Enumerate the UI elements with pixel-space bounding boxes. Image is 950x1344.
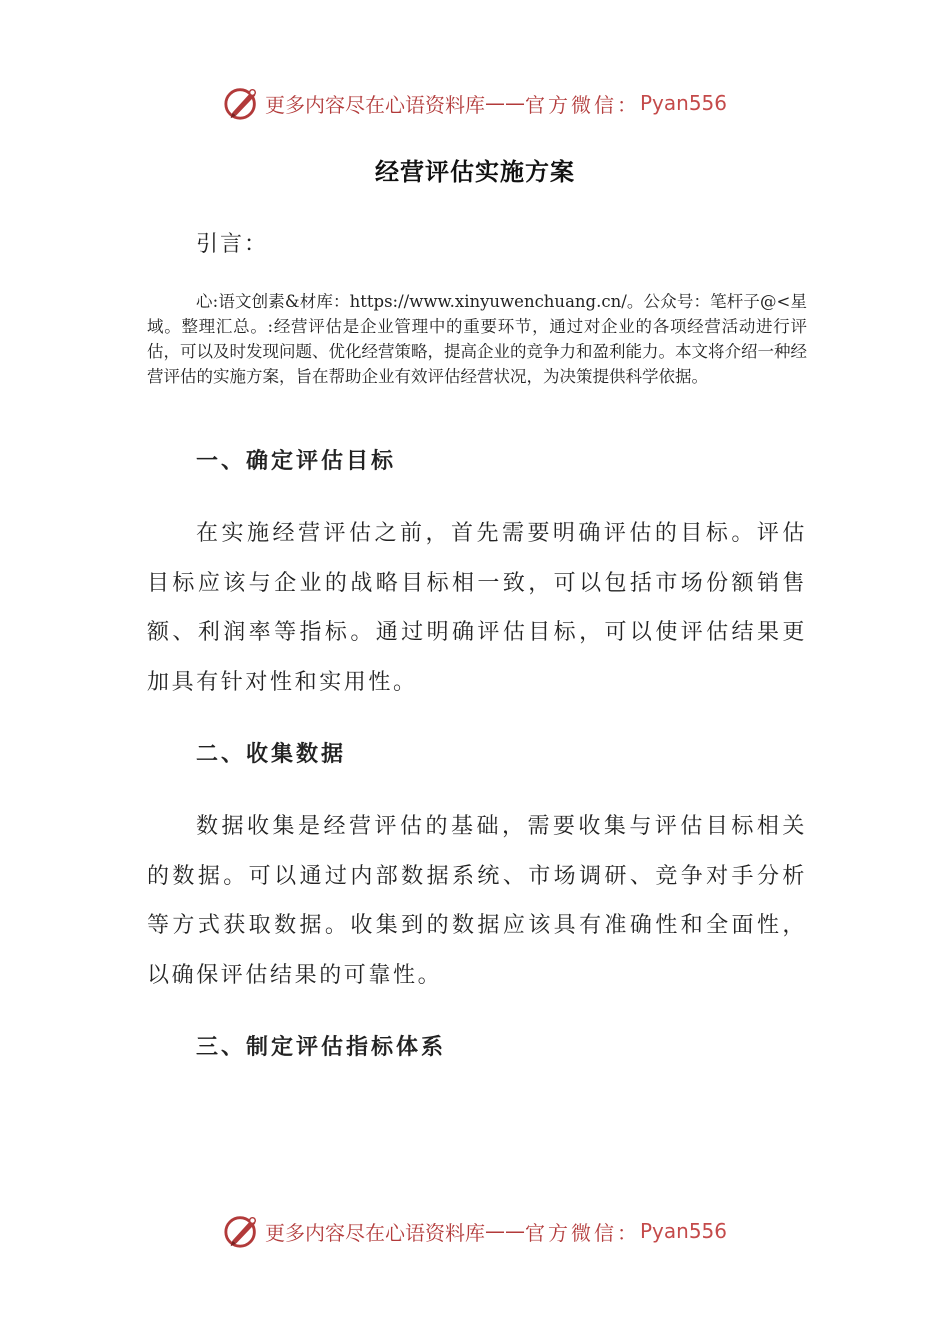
banner-wechat-id: Pyan556 xyxy=(639,91,727,115)
banner-slogan: 更多内容尽在心语资料库 xyxy=(264,1220,485,1245)
document-title: 经营评估实施方案 xyxy=(375,157,575,186)
section-heading-2: 二、收集数据 xyxy=(196,741,347,767)
intro-label: 引言： xyxy=(196,232,269,257)
banner-slogan: 更多内容尽在心语资料库 xyxy=(264,92,485,117)
footer-banner xyxy=(0,1208,950,1254)
section-heading-3: 三、制定评估指标体系 xyxy=(196,1034,447,1060)
banner-wechat-label: 官方微信： xyxy=(524,1220,640,1245)
pen-logo-icon xyxy=(223,84,261,122)
intro-paragraph: 心:语文创素&材库：https://www.xinyuwenchuang.cn/。公众号：笔杆子@<星域。整理汇总。:经营评估是企业管理中的重要环节，通过对企业的各项经营活动进行评估，可以及时发现问题、优化经营策略，提高企业的竞争力和盈利能力。本文将介绍一种经营评估的实施方案，旨在帮助企业有效评估经营状况，为决策提供科学依据。 xyxy=(147,292,807,386)
section-body-1: 在实施经营评估之前，首先需要明确评估的目标。评估目标应该与企业的战略目标相一致，可以包括市场份额销售额、利润率等指标。通过明确评估目标，可以使评估结果更加具有针对性和实用性。 xyxy=(147,521,807,695)
header-banner xyxy=(0,80,950,126)
banner-separator: —— xyxy=(484,1219,525,1243)
banner-wechat-label: 官方微信： xyxy=(524,92,640,117)
pen-logo-icon xyxy=(223,1212,261,1250)
section-body-2: 数据收集是经营评估的基础，需要收集与评估目标相关的数据。可以通过内部数据系统、市场调研、竞争对手分析等方式获取数据。收集到的数据应该具有准确性和全面性，以确保评估结果的可靠性。 xyxy=(147,814,807,988)
banner-separator: —— xyxy=(484,91,525,115)
section-heading-1: 一、确定评估目标 xyxy=(196,448,397,474)
banner-wechat-id: Pyan556 xyxy=(639,1219,727,1243)
